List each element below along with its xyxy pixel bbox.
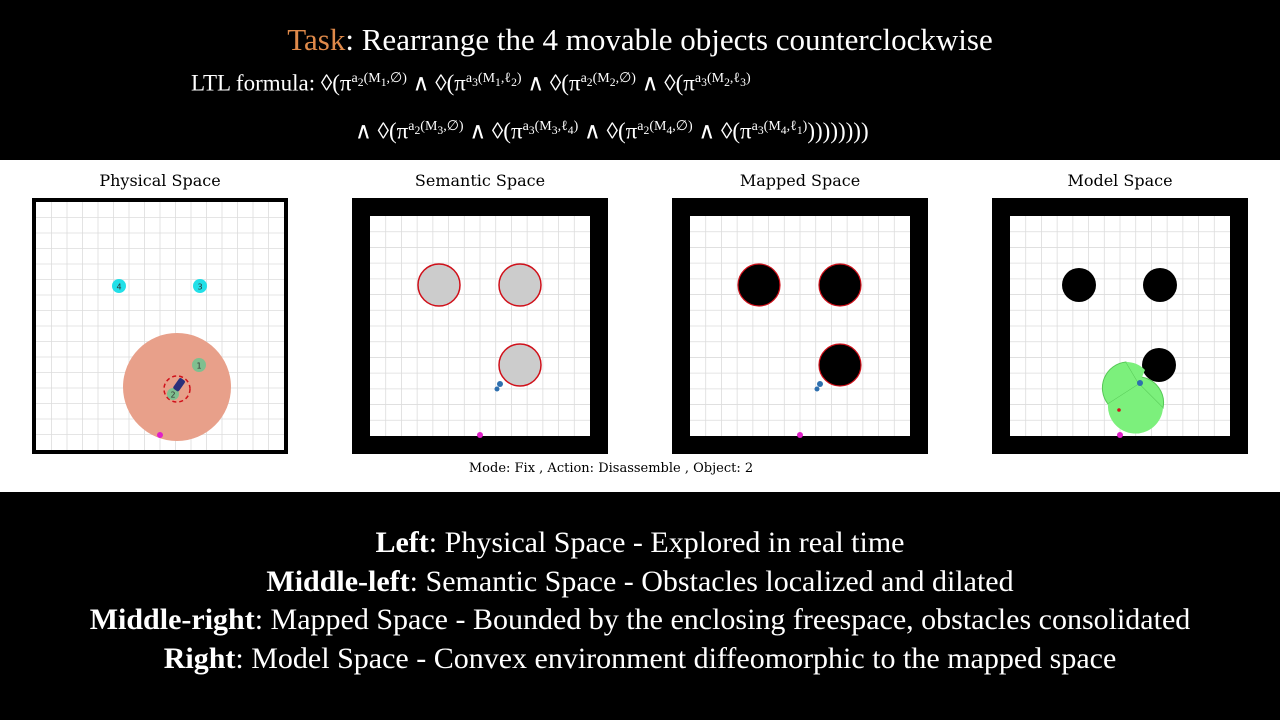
- dilated-obstacle: [418, 264, 460, 306]
- robot-position: [1137, 380, 1143, 386]
- ltl-formula-line-2: ∧ $◊(\pi^{a_2(M_3,\emptyset)}$ ∧ $◊(\pi^{a_3(M_3,\ell_4)}$ ∧ $◊(\pi^{a_2(M_4,\emptyset)}$ ∧ $◊(\pi^{a_3(M_4,\ell_1)})$))))))): [355, 118, 869, 144]
- robot-position-trail: [815, 387, 820, 392]
- caption-middle-right-text: : Mapped Space - Bounded by the enclosing freespace, obstacles consolidated: [254, 603, 1191, 636]
- caption-middle-left-text: : Semantic Space - Obstacles localized and dilated: [409, 564, 1014, 598]
- goal-dot: [797, 432, 803, 438]
- captions: [0, 524, 1280, 678]
- caption-middle-right: [0, 601, 1280, 640]
- physical-space-title: Physical Space: [99, 171, 221, 190]
- semantic-space-panel: [352, 198, 608, 454]
- caption-middle-left-bold: Middle-left: [266, 564, 410, 598]
- physical-space-panel: [32, 198, 288, 454]
- model-obstacle: [1143, 268, 1177, 302]
- model-obstacle: [1142, 348, 1176, 382]
- model-space-title: Model Space: [1067, 171, 1173, 190]
- robot-position-trail: [495, 387, 500, 392]
- mapped-space-panel: [672, 198, 928, 454]
- robot-position: [817, 381, 823, 387]
- caption-left-bold: Left: [375, 526, 429, 559]
- semantic-space-title: Semantic Space: [414, 171, 546, 190]
- dilated-obstacle: [499, 344, 541, 386]
- caption-right: [0, 640, 1280, 679]
- task-text: : Rearrange the 4 movable objects counterclockwise: [345, 22, 993, 57]
- caption-right-text: : Model Space - Convex environment diffeomorphic to the mapped space: [235, 641, 1117, 675]
- goal-dot: [477, 432, 483, 438]
- model-space-panel: [992, 198, 1248, 454]
- robot-target-dot: [1117, 408, 1121, 412]
- ltl-formula-line-1: LTL formula: $◊(\pi^{a_2(M_1,\emptyset)}$ ∧ $◊(\pi^{a_3(M_1,\ell_2)}$ ∧ $◊(\pi^{a_2(M_2,\emptyset)}$ ∧ $◊(\pi^{a_3(M_2,\ell_3)}$: [191, 70, 751, 96]
- caption-left-text: : Physical Space - Explored in real time: [428, 526, 905, 559]
- caption-middle-right-bold: Middle-right: [89, 603, 255, 636]
- dilated-obstacle: [499, 264, 541, 306]
- caption-right-bold: Right: [163, 641, 236, 675]
- robot-position: [497, 381, 503, 387]
- consolidated-obstacle: [738, 264, 780, 306]
- goal-dot: [157, 432, 163, 438]
- ltl-label: LTL formula:: [191, 70, 316, 96]
- marker-label-2: 2: [170, 390, 176, 400]
- consolidated-obstacle: [819, 264, 861, 306]
- mapped-space-title: Mapped Space: [739, 171, 861, 190]
- task-heading: [0, 22, 1280, 58]
- goal-dot: [1117, 432, 1123, 438]
- figure-panels: [0, 160, 1280, 492]
- consolidated-obstacle: [819, 344, 861, 386]
- caption-middle-left: [0, 563, 1280, 602]
- marker-label-4: 4: [116, 282, 122, 292]
- caption-left: [0, 524, 1280, 563]
- marker-label-3: 3: [197, 282, 203, 292]
- status-text: Mode: Fix , Action: Disassemble , Object: 2: [468, 461, 754, 476]
- task-keyword: Task: [287, 22, 346, 57]
- marker-label-1: 1: [196, 361, 202, 371]
- model-obstacle: [1062, 268, 1096, 302]
